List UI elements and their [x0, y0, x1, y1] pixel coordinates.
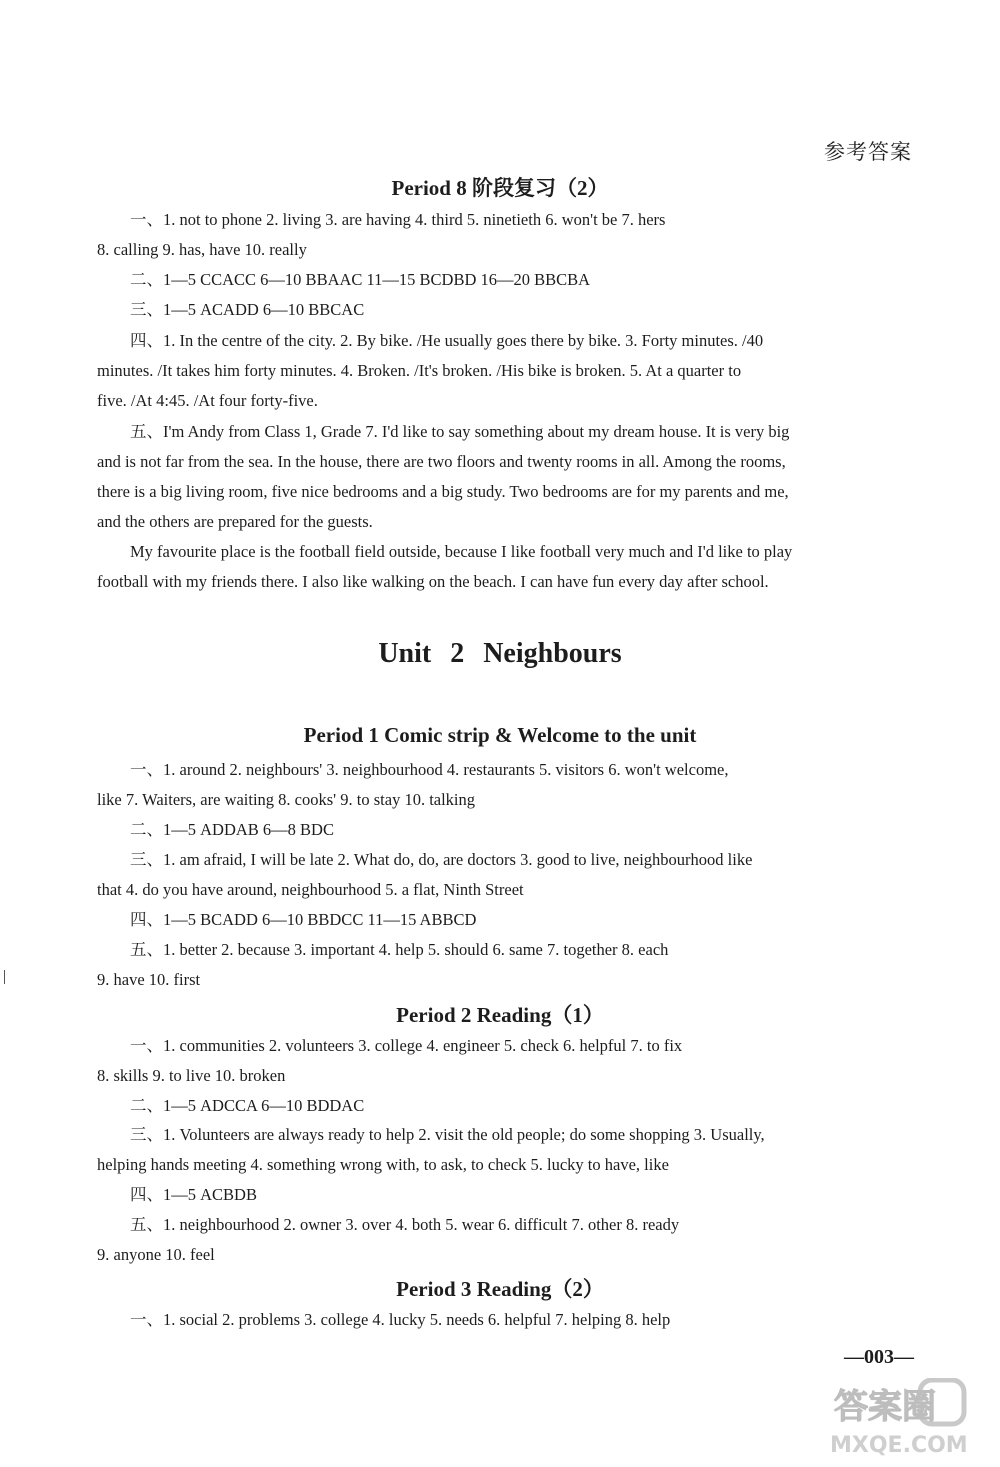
period8-line-4: 三、1—5 ACADD 6—10 BBCAC — [130, 300, 365, 319]
period8-line-7: five. /At 4:45. /At four forty-five. — [97, 391, 318, 410]
period1-line-6: 四、1—5 BCADD 6—10 BBDCC 11—15 ABBCD — [130, 910, 477, 929]
period2-line-4: 三、1. Volunteers are always ready to help 2. visit the old people; do some shopping 3. Usually, — [130, 1125, 765, 1144]
period2-title: Period 2 Reading（1） — [396, 1003, 604, 1027]
period1-line-4: 三、1. am afraid, I will be late 2. What do, do, are doctors 3. good to live, neighbourhood like — [130, 850, 753, 869]
period1-line-8: 9. have 10. first — [97, 970, 201, 989]
period8-line-5: 四、1. In the centre of the city. 2. By bike. /He usually goes there by bike. 3. Forty minutes. /40 — [130, 331, 764, 350]
period8-line-1: 一、1. not to phone 2. living 3. are having 4. third 5. ninetieth 6. won't be 7. hers — [130, 210, 666, 229]
period3-title: Period 3 Reading（2） — [396, 1277, 604, 1301]
period8-line-10: there is a big living room, five nice bedrooms and a big study. Two bedrooms are for my parents and me, — [97, 482, 789, 501]
unit-title: Unit 2 Neighbours — [378, 638, 622, 669]
period2-line-7: 五、1. neighbourhood 2. owner 3. over 4. both 5. wear 6. difficult 7. other 8. ready — [130, 1215, 680, 1234]
period3-line-1: 一、1. social 2. problems 3. college 4. lucky 5. needs 6. helpful 7. helping 8. help — [130, 1310, 671, 1329]
header-tag: 参考答案 — [824, 140, 912, 164]
period8-line-8: 五、I'm Andy from Class 1, Grade 7. I'd like to say something about my dream house. It is very big — [130, 422, 790, 441]
period2-line-5: helping hands meeting 4. something wrong with, to ask, to check 5. lucky to have, like — [97, 1155, 669, 1174]
period1-line-5: that 4. do you have around, neighbourhood 5. a flat, Ninth Street — [97, 880, 524, 899]
period2-line-2: 8. skills 9. to live 10. broken — [97, 1066, 286, 1085]
period8-line-2: 8. calling 9. has, have 10. really — [97, 240, 307, 259]
period8-line-11: and the others are prepared for the guests. — [97, 512, 373, 531]
period8-title: Period 8 阶段复习（2） — [391, 176, 609, 200]
period2-line-1: 一、1. communities 2. volunteers 3. college 4. engineer 5. check 6. helpful 7. to fix — [130, 1036, 683, 1055]
period8-line-12: My favourite place is the football field outside, because I like football very much and I'd like to play — [130, 542, 793, 561]
period8-line-13: football with my friends there. I also like walking on the beach. I can have fun every day after school. — [97, 572, 769, 591]
period8-line-6: minutes. /It takes him forty minutes. 4. Broken. /It's broken. /His bike is broken. 5. At a quarter to — [97, 361, 742, 380]
period2-line-8: 9. anyone 10. feel — [97, 1245, 215, 1264]
edge-mark — [4, 970, 5, 984]
period8-line-3: 二、1—5 CCACC 6—10 BBAAC 11—15 BCDBD 16—20 BBCBA — [130, 270, 591, 289]
watermark-text-url: MXQE.COM — [830, 1433, 968, 1458]
watermark-logo — [828, 1378, 978, 1458]
period1-line-3: 二、1—5 ADDAB 6—8 BDC — [130, 820, 334, 839]
period2-line-3: 二、1—5 ADCCA 6—10 BDDAC — [130, 1096, 365, 1115]
period8-line-9: and is not far from the sea. In the house, there are two floors and twenty rooms in all. Among the rooms, — [97, 452, 786, 471]
period2-line-6: 四、1—5 ACBDB — [130, 1185, 257, 1204]
period1-line-2: like 7. Waiters, are waiting 8. cooks' 9. to stay 10. talking — [97, 790, 476, 809]
watermark-text-cn: 答案圈 — [834, 1387, 936, 1427]
page-number: —003— — [844, 1346, 914, 1368]
period1-title: Period 1 Comic strip & Welcome to the unit — [303, 723, 697, 747]
period1-line-1: 一、1. around 2. neighbours' 3. neighbourhood 4. restaurants 5. visitors 6. won't welcome, — [130, 760, 729, 779]
period1-line-7: 五、1. better 2. because 3. important 4. help 5. should 6. same 7. together 8. each — [130, 940, 669, 959]
